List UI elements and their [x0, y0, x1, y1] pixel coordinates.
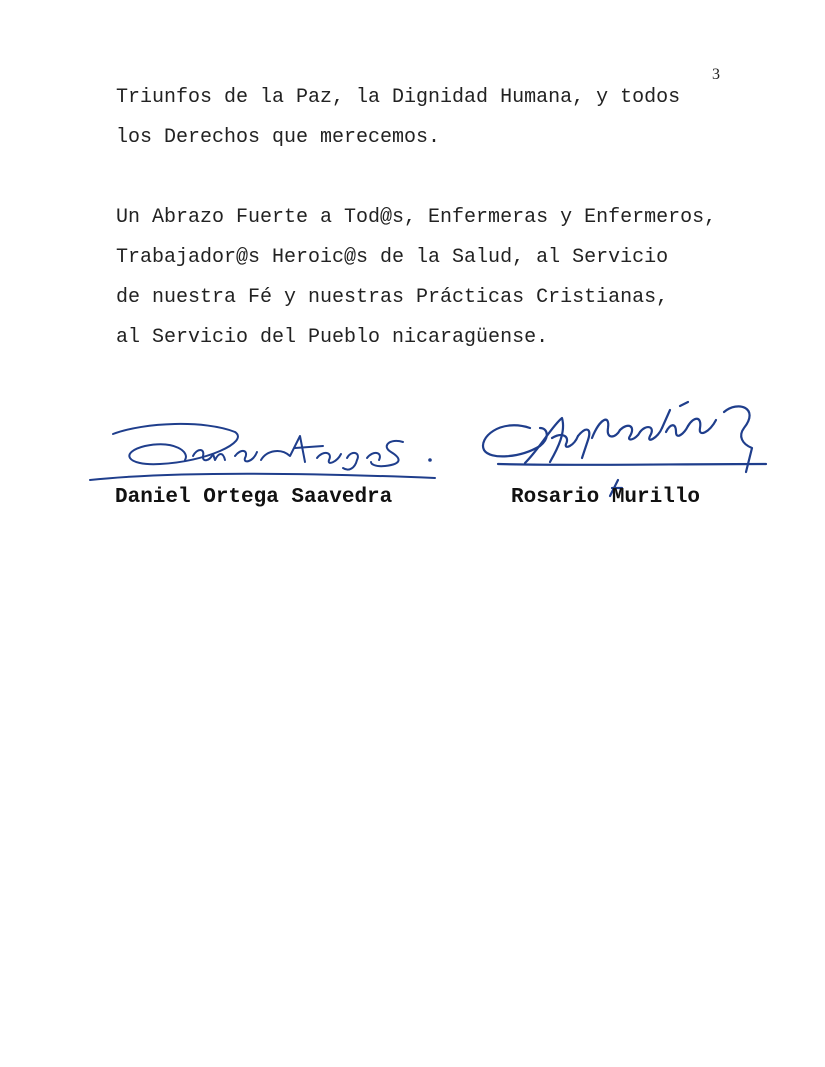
signature-daniel-ortega	[85, 412, 445, 492]
text-line: los Derechos que merecemos.	[116, 126, 441, 149]
paragraph-closing-line	[116, 78, 716, 158]
signatory-name-right: Rosario Murillo	[511, 486, 701, 509]
paragraph-greeting	[116, 198, 716, 358]
text-line: de nuestra Fé y nuestras Prácticas Cristianas,	[116, 286, 669, 309]
text-line: al Servicio del Pueblo nicaragüense.	[116, 326, 549, 349]
text-line: Un Abrazo Fuerte a Tod@s, Enfermeras y Enfermeros,	[116, 206, 717, 229]
signatory-name-left: Daniel Ortega Saavedra	[115, 486, 393, 509]
text-line: Triunfos de la Paz, la Dignidad Humana, y todos	[116, 86, 681, 109]
text-line: Trabajador@s Heroic@s de la Salud, al Servicio	[116, 246, 669, 269]
page-number: 3	[712, 66, 720, 83]
